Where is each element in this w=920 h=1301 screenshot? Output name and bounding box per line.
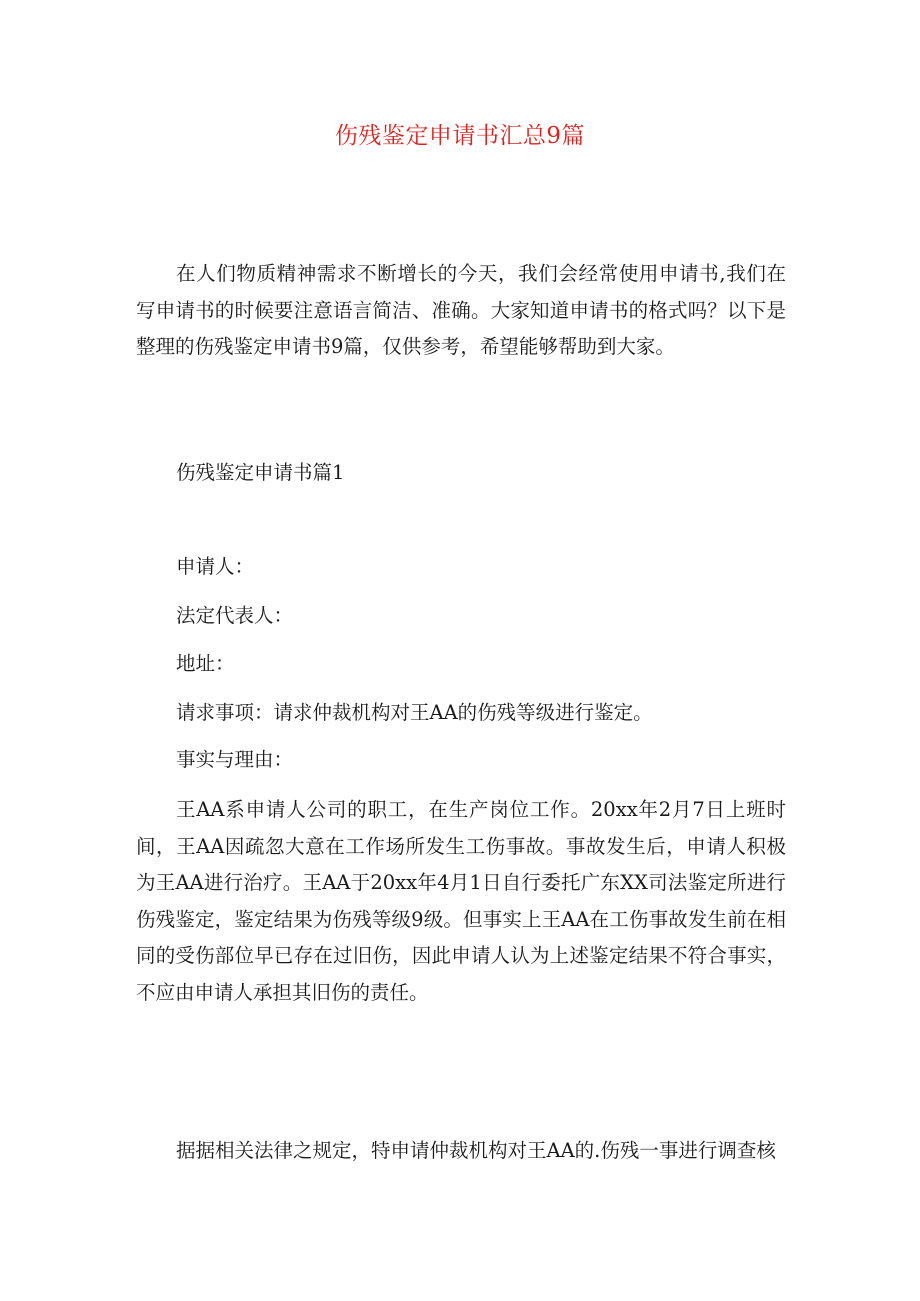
request-line: 请求事项：请求仲裁机构对王AA的伤残等级进行鉴定。 (176, 701, 653, 724)
basis-paragraph-start: 据据相关法律之规定，特申请仲裁机构对王AA的.伤残一事进行调查核 (176, 1139, 776, 1162)
applicant-line: 申请人： (176, 555, 255, 578)
intro-paragraph: 在人们物质精神需求不断增长的今天，我们会经常使用申请书,我们在写申请书的时候要注意语言简洁、准确。大家知道申请书的格式吗？以下是整理的伤残鉴定申请书9篇，仅供参考，希望能够帮助到大家。 (136, 262, 786, 358)
facts-heading: 事实与理由： (176, 748, 294, 771)
facts-paragraph: 王AA系申请人公司的职工，在生产岗位工作。20xx年2月7日上班时间，王AA因疏忽大意在工作场所发生工伤事故。事故发生后，申请人积极为王AA进行治疗。王AA于20xx年4月1日自行委托广东XX司法鉴定所进行伤残鉴定，鉴定结果为伤残等级9级。但事实上王AA在工伤事故发生前在相同的受伤部位早已存在过旧伤，因此申请人认为上述鉴定结果不符合事实，不应由申请人承担其旧伤的责任。 (136, 798, 786, 1004)
legal-representative-line: 法定代表人： (176, 604, 294, 627)
section-heading: 伤残鉴定申请书篇1 (176, 461, 345, 484)
document-title: 伤残鉴定申请书汇总9篇 (334, 123, 586, 149)
address-line: 地址： (176, 652, 235, 675)
